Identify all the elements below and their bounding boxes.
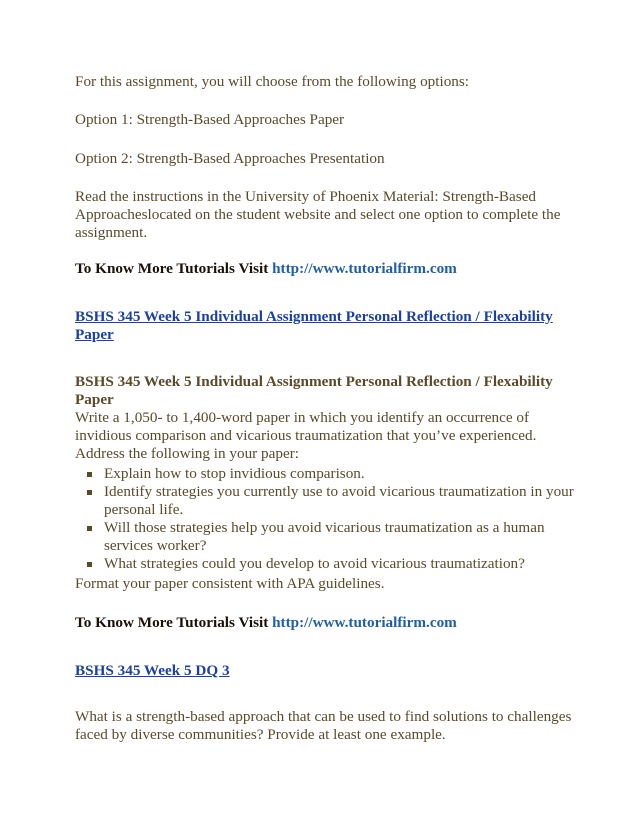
option-2-text: Option 2: Strength-Based Approaches Presentation (75, 150, 385, 167)
assignment-link-1[interactable] (75, 308, 570, 344)
promo-url-link[interactable]: http://www.tutorialfirm.com (272, 260, 457, 277)
body-line: Address the following in your paper: (75, 445, 299, 462)
intro-text: For this assignment, you will choose from the following options: (75, 73, 470, 90)
assignment-link-line[interactable]: Paper (75, 326, 114, 343)
heading-line: BSHS 345 Week 5 Individual Assignment Personal Reflection / Flexability (75, 373, 553, 390)
list-item-text: Explain how to stop invidious comparison. (104, 465, 365, 482)
bullet-icon (87, 472, 92, 477)
promo-line-2 (75, 614, 570, 632)
assignment-heading (75, 373, 570, 409)
body-line: Write a 1,050- to 1,400-word paper in which you identify an occurrence of (75, 409, 530, 426)
option-1-text: Option 1: Strength-Based Approaches Paper (75, 111, 345, 128)
list-item-text: services worker? (104, 537, 207, 554)
dq-link[interactable]: BSHS 345 Week 5 DQ 3 (75, 662, 230, 679)
bullet-icon (87, 526, 92, 531)
instructions-line: assignment. (75, 224, 148, 241)
list-item-text: Will those strategies help you avoid vicarious traumatization as a human (104, 519, 545, 536)
list-item (75, 465, 585, 483)
instructions-line: Approacheslocated on the student website and select one option to complete the (75, 206, 561, 223)
list-item-text: What strategies could you develop to avoid vicarious traumatization? (104, 555, 525, 572)
instructions-line: Read the instructions in the University of Phoenix Material: Strength-Based (75, 188, 537, 205)
list-item (75, 483, 585, 519)
promo-url-link[interactable]: http://www.tutorialfirm.com (272, 614, 457, 631)
assignment-body (75, 409, 570, 463)
assignment-link-line[interactable]: BSHS 345 Week 5 Individual Assignment Personal Reflection / Flexability (75, 308, 553, 325)
list-item-text: personal life. (104, 501, 184, 518)
promo-label: To Know More Tutorials Visit (75, 260, 273, 277)
body-line: invidious comparison and vicarious traumatization that you’ve experienced. (75, 427, 537, 444)
assignment-link-2[interactable] (75, 662, 570, 680)
list-item (75, 519, 585, 555)
question-line: faced by diverse communities? Provide at least one example. (75, 726, 446, 743)
question-paragraph (75, 708, 570, 744)
list-item (75, 555, 585, 573)
promo-line-1 (75, 260, 570, 278)
instructions-paragraph (75, 188, 570, 242)
bullet-icon (87, 562, 92, 567)
bullet-icon (87, 490, 92, 495)
format-note: Format your paper consistent with APA guidelines. (75, 575, 385, 592)
requirements-list (75, 465, 585, 573)
question-line: What is a strength-based approach that can be used to find solutions to challenges (75, 708, 572, 725)
promo-label: To Know More Tutorials Visit (75, 614, 273, 631)
list-item-text: Identify strategies you currently use to avoid vicarious traumatization in your (104, 483, 574, 500)
heading-line: Paper (75, 391, 114, 408)
